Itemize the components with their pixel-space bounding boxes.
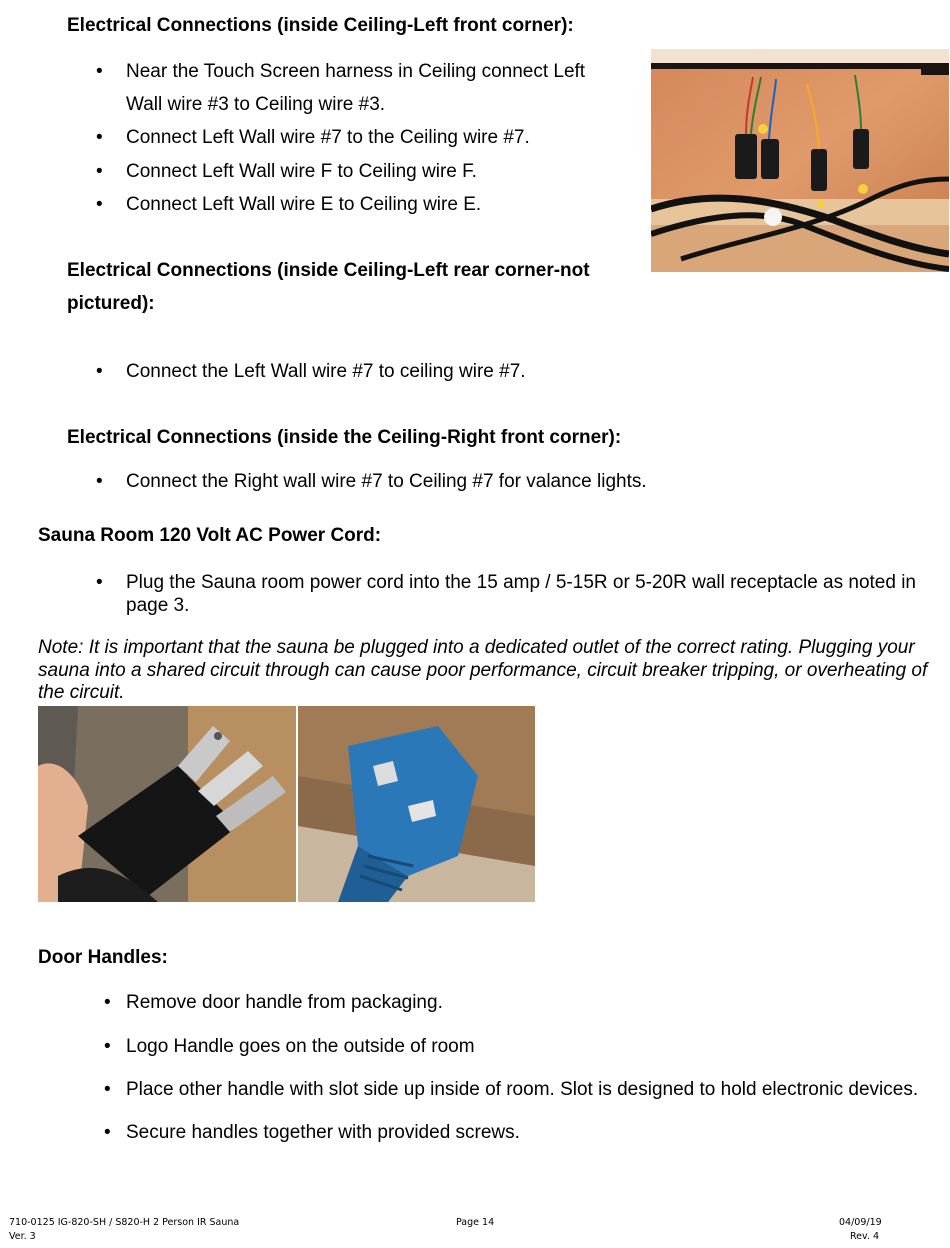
list-item: Secure handles together with provided screws.	[126, 1122, 520, 1143]
footer-date: 04/09/19	[839, 1217, 882, 1228]
black-plug-image	[38, 706, 296, 902]
plug-photo-black	[38, 706, 296, 902]
footer-doc-id: 710-0125 IG-820-SH / S820-H 2 Person IR Sauna	[9, 1217, 240, 1228]
heading-door-handles: Door Handles:	[38, 947, 168, 968]
list-item: Place other handle with slot side up inside of room. Slot is designed to hold electronic devices.	[126, 1079, 919, 1100]
footer-version: Ver. 3	[9, 1231, 36, 1242]
blue-plug-image	[298, 706, 535, 902]
bullet-dot: •	[96, 471, 103, 492]
list-item: Logo Handle goes on the outside of room	[126, 1036, 475, 1057]
footer-page-number: Page 14	[456, 1217, 495, 1228]
list-item: Wall wire #3 to Ceiling wire #3.	[126, 94, 386, 115]
heading-left-front: Electrical Connections (inside Ceiling-Left front corner):	[67, 15, 574, 36]
heading-left-rear-line1: Electrical Connections (inside Ceiling-Left rear corner-not	[67, 260, 590, 281]
ceiling-wiring-image	[651, 49, 949, 272]
list-item-continuation: page 3.	[126, 595, 190, 616]
list-item: Connect the Left Wall wire #7 to ceiling wire #7.	[126, 361, 526, 382]
plug-photo-blue	[298, 706, 535, 902]
heading-left-rear-line2: pictured):	[67, 293, 155, 314]
bullet-dot: •	[96, 61, 103, 82]
bullet-dot: •	[96, 361, 103, 382]
bullet-dot: •	[104, 1122, 111, 1143]
bullet-dot: •	[96, 194, 103, 215]
bullet-dot: •	[96, 572, 103, 593]
power-cord-note: Note: It is important that the sauna be plugged into a dedicated outlet of the correct rating. Plugging your sauna into a shared circuit through can cause poor performance, circuit breaker tripping, or overheating of the circuit.	[38, 637, 928, 703]
footer-revision: Rev. 4	[850, 1231, 879, 1242]
list-item: Connect Left Wall wire E to Ceiling wire E.	[126, 194, 482, 215]
bullet-dot: •	[104, 992, 111, 1013]
bullet-dot: •	[96, 127, 103, 148]
heading-right-front: Electrical Connections (inside the Ceiling-Right front corner):	[67, 427, 622, 448]
heading-power-cord: Sauna Room 120 Volt AC Power Cord:	[38, 525, 382, 546]
list-item: Connect Left Wall wire #7 to the Ceiling wire #7.	[126, 127, 530, 148]
list-item: Plug the Sauna room power cord into the 15 amp / 5-15R or 5-20R wall receptacle as noted in	[126, 572, 917, 593]
bullet-dot: •	[104, 1036, 111, 1057]
list-item: Connect the Right wall wire #7 to Ceiling #7 for valance lights.	[126, 471, 647, 492]
bullet-dot: •	[104, 1079, 111, 1100]
list-item: Remove door handle from packaging.	[126, 992, 443, 1013]
ceiling-wiring-photo	[651, 49, 949, 272]
list-item: Connect Left Wall wire F to Ceiling wire F.	[126, 161, 477, 182]
bullet-dot: •	[96, 161, 103, 182]
list-item: Near the Touch Screen harness in Ceiling connect Left	[126, 61, 586, 82]
